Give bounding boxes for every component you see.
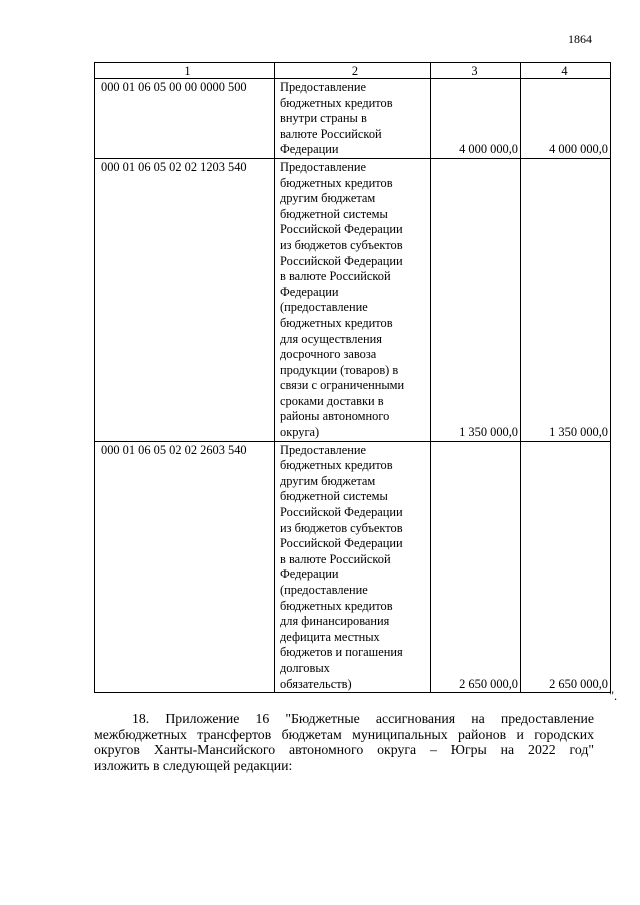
description-line: Российской Федерации xyxy=(280,253,403,268)
description-line: бюджетных кредитов xyxy=(280,315,393,330)
amount-column-3-cell: 1 350 000,0 xyxy=(431,158,521,441)
description-line: из бюджетов субъектов xyxy=(280,237,403,252)
description-line: бюджетной системы xyxy=(280,206,388,221)
description-line: обязательств) xyxy=(280,676,352,691)
budget-code-cell: 000 01 06 05 02 02 1203 540 xyxy=(95,158,275,441)
description-line: Предоставление xyxy=(280,442,366,457)
description-line: продукции (товаров) в xyxy=(280,362,399,377)
description-cell xyxy=(275,158,431,441)
table-row xyxy=(95,441,611,693)
description-line: другим бюджетам xyxy=(280,191,376,206)
description-line: округа) xyxy=(280,425,320,440)
budget-table xyxy=(94,62,611,693)
description-line: районы автономного xyxy=(280,409,390,424)
description-line: Предоставление xyxy=(280,80,366,94)
description-line: Федерации xyxy=(280,284,339,299)
description-line: связи с ограниченными xyxy=(280,378,405,393)
column-number-2: 2 xyxy=(275,63,431,79)
description-line: бюджетных кредитов xyxy=(280,175,393,190)
budget-code-cell: 000 01 06 05 02 02 2603 540 xyxy=(95,441,275,693)
description-line: бюджетной системы xyxy=(280,489,388,504)
description-line: другим бюджетам xyxy=(280,473,376,488)
description-line: Федерации xyxy=(280,142,339,157)
table-header-row xyxy=(95,63,611,79)
description-line: валюте Российской xyxy=(280,126,382,141)
description-line: дефицита местных xyxy=(280,629,380,644)
description-line: внутри страны в xyxy=(280,111,367,126)
description-line: Предоставление xyxy=(280,159,366,174)
budget-code-cell: 000 01 06 05 00 00 0000 500 xyxy=(95,79,275,159)
paragraph-line: 18. Приложение 16 "Бюджетные ассигнования на предоставление xyxy=(132,711,594,726)
description-line: Российской Федерации xyxy=(280,222,403,237)
closing-quote: ". xyxy=(609,689,618,703)
paragraph-line: межбюджетных трансфертов бюджетам муниципальных районов и городских xyxy=(94,726,594,742)
description-line: (предоставление xyxy=(280,583,368,597)
description-line: бюджетов и погашения xyxy=(280,645,403,660)
paragraph-line: округов Ханты-Мансийского автономного округа – Югры на 2022 год" xyxy=(94,742,594,758)
description-line: в валюте Российской xyxy=(280,551,391,566)
description-line: долговых xyxy=(280,660,330,675)
description-line: досрочного завоза xyxy=(280,347,377,362)
description-line: Федерации xyxy=(280,567,339,582)
table-row xyxy=(95,158,611,441)
amount-column-3-cell: 4 000 000,0 xyxy=(431,79,521,159)
description-line: в валюте Российской xyxy=(280,269,391,284)
description-cell xyxy=(275,79,431,159)
description-line: из бюджетов субъектов xyxy=(280,520,403,535)
description-line: (предоставление xyxy=(280,300,368,315)
page-number: 1864 xyxy=(568,32,592,46)
description-line: Российской Федерации xyxy=(280,505,403,520)
column-number-3: 3 xyxy=(431,63,521,79)
amount-column-3-cell: 2 650 000,0 xyxy=(431,441,521,693)
description-line: Российской Федерации xyxy=(280,536,403,551)
amount-column-4-cell: 4 000 000,0 xyxy=(521,79,611,159)
column-number-4: 4 xyxy=(521,63,611,79)
description-cell xyxy=(275,441,431,693)
table-row xyxy=(95,79,611,159)
description-line: бюджетных кредитов xyxy=(280,598,393,613)
amount-column-4-cell: 1 350 000,0 xyxy=(521,158,611,441)
amendment-paragraph xyxy=(94,711,594,773)
column-number-1: 1 xyxy=(95,63,275,79)
paragraph-line: изложить в следующей редакции: xyxy=(94,757,293,773)
description-line: для финансирования xyxy=(280,614,390,629)
description-line: сроками доставки в xyxy=(280,393,384,408)
description-line: для осуществления xyxy=(280,331,382,346)
amount-column-4-cell: 2 650 000,0 xyxy=(521,441,611,693)
description-line: бюджетных кредитов xyxy=(280,458,393,473)
description-line: бюджетных кредитов xyxy=(280,95,393,110)
